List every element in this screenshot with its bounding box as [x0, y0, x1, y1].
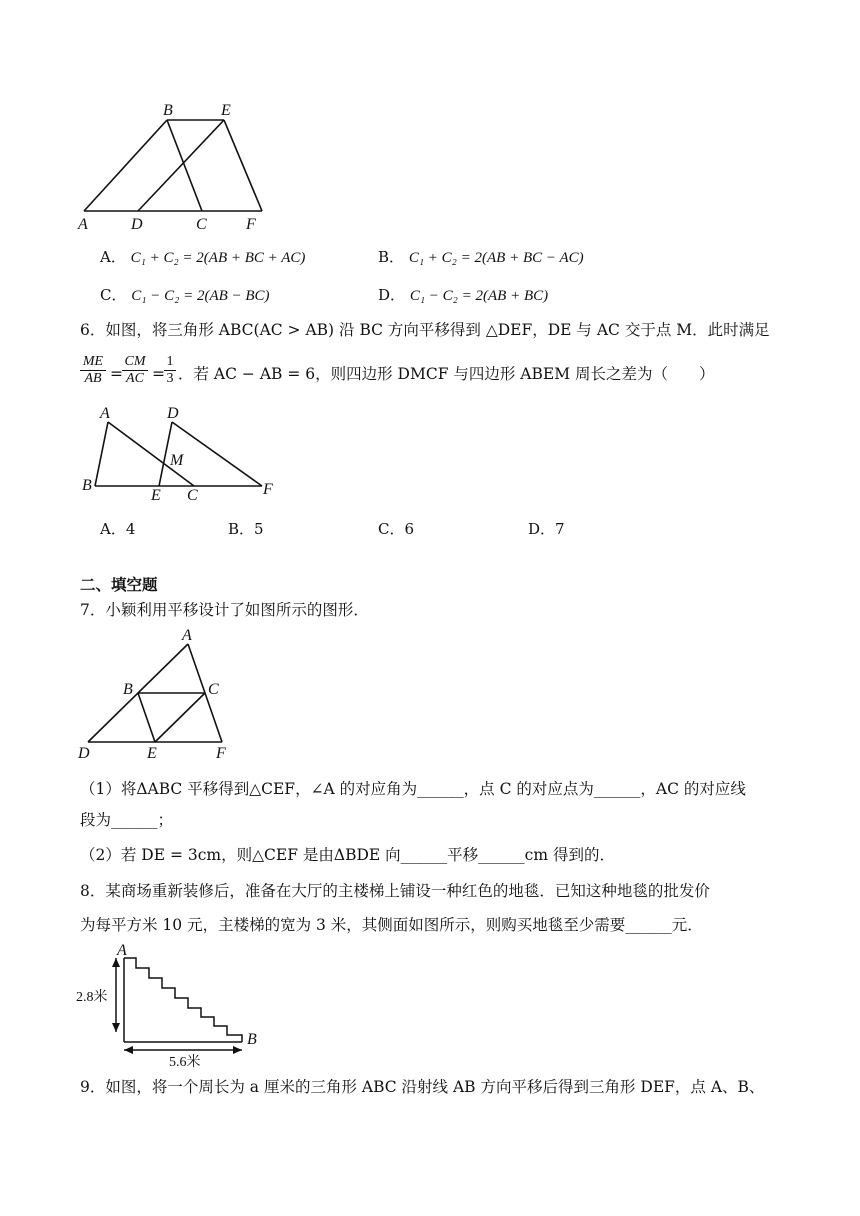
label-C: C — [208, 681, 219, 698]
label-A: A — [117, 942, 127, 959]
option-expression: C₁ − C₂ = 2(AB + BC) — [409, 288, 549, 304]
q7-part1-line1: （1）将ΔABC 平移得到△CEF，∠A 的对应角为______，点 C 的对应点为______，AC 的对应线 — [80, 780, 746, 798]
label-M: M — [170, 452, 184, 469]
q8-line1: 8．某商场重新装修后，准备在大厅的主楼梯上铺设一种红色的地毯．已知这种地毯的批发价 — [80, 882, 710, 900]
label-E: E — [151, 487, 161, 504]
option-letter: C． — [100, 286, 127, 304]
width-label: 5.6米 — [169, 1055, 201, 1070]
label-D: D — [167, 405, 179, 422]
label-D: D — [131, 216, 143, 233]
q6-equals: = — [110, 365, 123, 383]
label-A: A — [100, 405, 110, 422]
q7-part1-line2: 段为______； — [80, 811, 174, 829]
arrow-right-icon — [233, 1046, 242, 1054]
label-C: C — [187, 487, 198, 504]
q7-stem: 7．小颖利用平移设计了如图所示的图形． — [80, 601, 369, 619]
fraction-denominator: AB — [80, 370, 106, 387]
q9-line1: 9．如图，将一个周长为 a 厘米的三角形 ABC 沿射线 AB 方向平移后得到三角形 DEF，点 A、B、 — [80, 1078, 765, 1096]
q6-equals: = — [152, 365, 165, 383]
fraction-denominator: 3 — [164, 370, 176, 387]
label-B: B — [82, 477, 92, 494]
section-heading: 二、填空题 — [80, 575, 158, 594]
height-label: 2.8米 — [76, 990, 108, 1005]
q6-option-d: D．7 — [528, 520, 565, 538]
option-expression: C₁ + C₂ = 2(AB + BC − AC) — [408, 250, 584, 266]
q6-option-b: B．5 — [228, 520, 264, 538]
arrow-down-icon — [112, 1023, 120, 1032]
label-F: F — [246, 216, 256, 233]
label-F: F — [263, 481, 273, 498]
fraction-denominator: AC — [122, 370, 148, 387]
fraction-numerator: 1 — [166, 354, 174, 369]
label-E: E — [221, 102, 231, 119]
q8-line2: 为每平方米 10 元，主楼梯的宽为 3 米，其侧面如图所示，则购买地毯至少需要______元． — [80, 916, 703, 934]
label-F: F — [216, 745, 226, 762]
label-B: B — [247, 1031, 257, 1048]
option-expression: C₁ + C₂ = 2(AB + BC + AC) — [130, 250, 306, 266]
q7-part2: （2）若 DE = 3cm，则△CEF 是由ΔBDE 向______平移______cm 得到的． — [80, 846, 615, 864]
arrow-up-icon — [112, 958, 120, 967]
label-A: A — [182, 627, 192, 644]
fraction-numerator: ME — [82, 354, 104, 369]
arrow-left-icon — [124, 1046, 133, 1054]
option-letter: D． — [378, 286, 406, 304]
q6-option-a: A．4 — [100, 520, 136, 538]
option-expression: C₁ − C₂ = 2(AB − BC) — [131, 288, 270, 304]
option-letter: A． — [100, 248, 126, 266]
label-A: A — [78, 216, 88, 233]
q6-option-c: C．6 — [378, 520, 415, 538]
staircase-profile — [124, 958, 242, 1042]
label-E: E — [147, 745, 157, 762]
fraction-numerator: CM — [124, 354, 146, 369]
label-D: D — [78, 745, 90, 762]
label-C: C — [196, 216, 207, 233]
q6-line2: ．若 AC − AB = 6，则四边形 DMCF 与四边形 ABEM 周长之差为（ ） — [178, 365, 715, 383]
label-B: B — [123, 681, 133, 698]
q6-line1: 6．如图，将三角形 ABC(AC > AB) 沿 BC 方向平移得到 △DEF，DE 与 AC 交于点 M．此时满足 — [80, 321, 770, 339]
option-letter: B． — [378, 248, 405, 266]
label-B: B — [163, 102, 173, 119]
